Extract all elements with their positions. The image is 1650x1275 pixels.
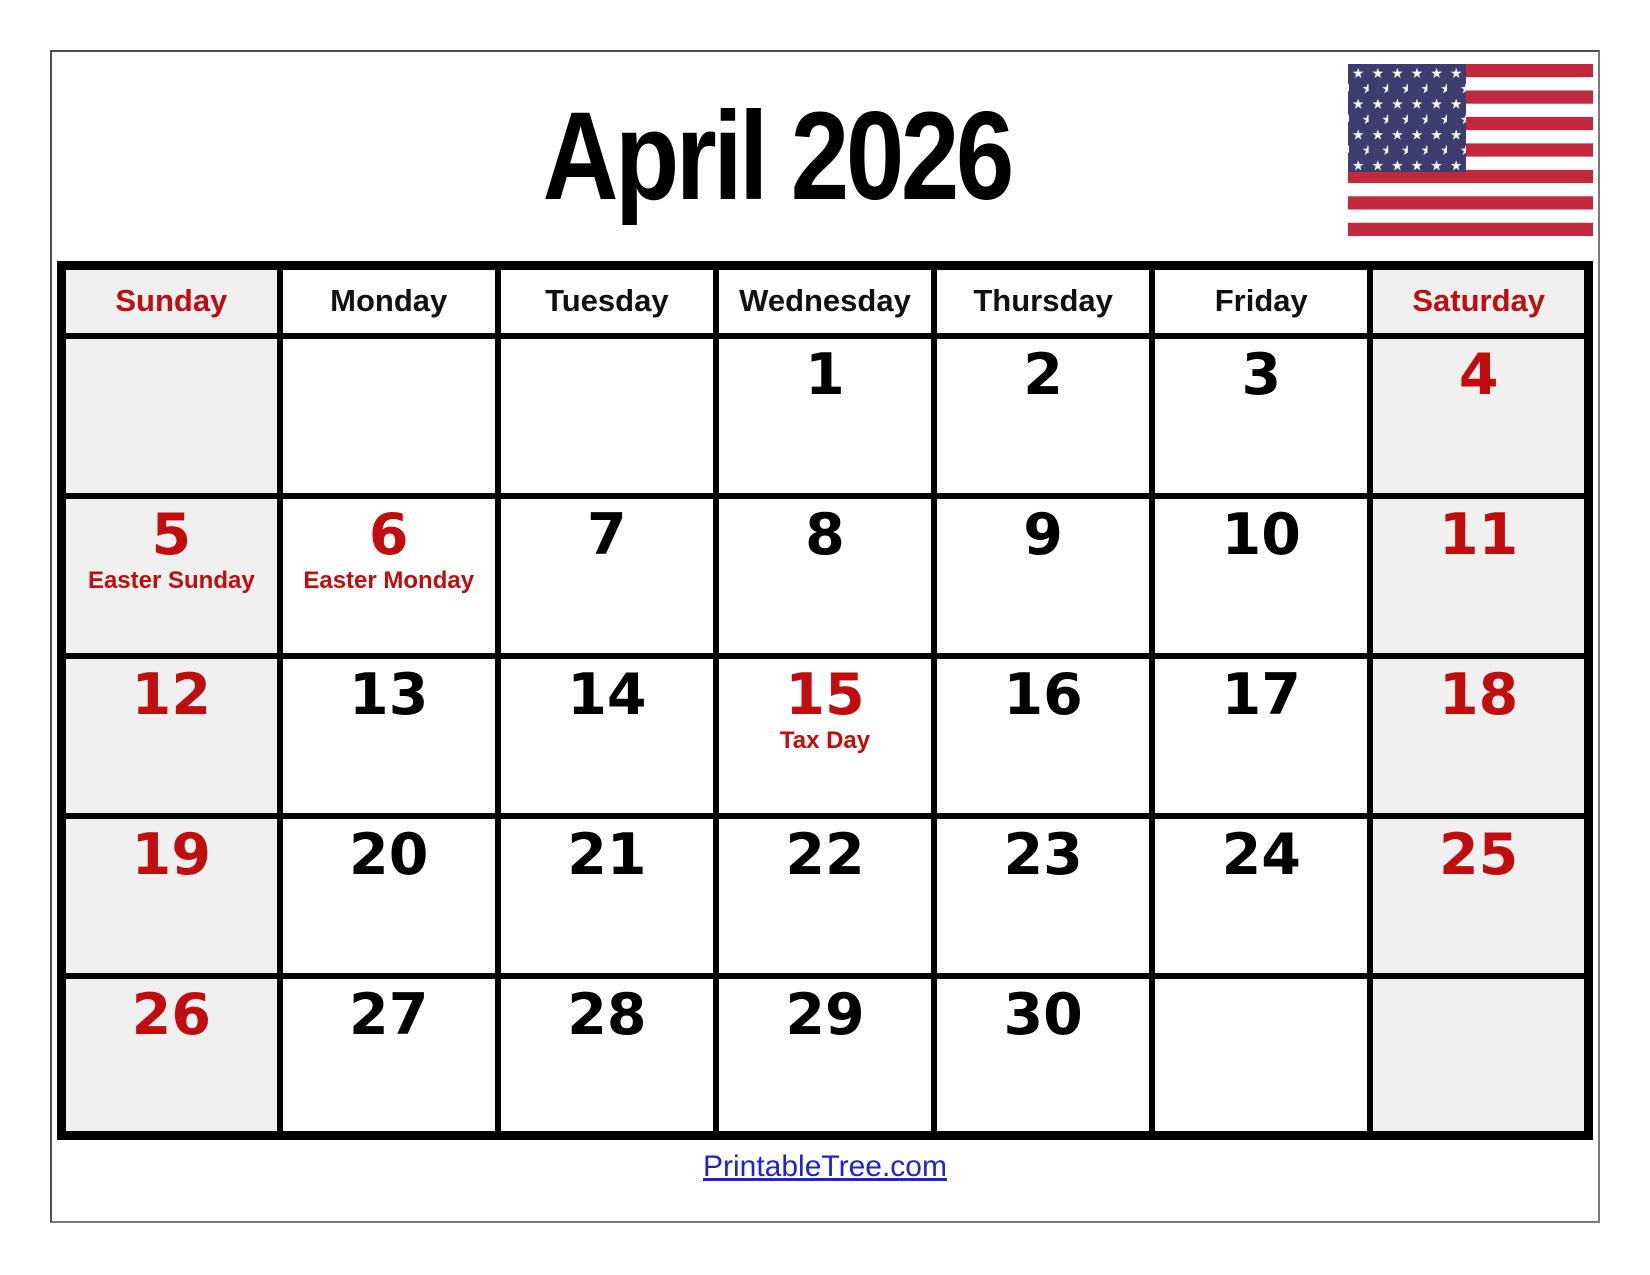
calendar-cell — [1152, 976, 1370, 1136]
day-number: 8 — [805, 501, 845, 568]
weekday-header-sunday: Sunday — [62, 266, 280, 336]
day-number: 13 — [349, 661, 429, 728]
day-number: 17 — [1221, 661, 1301, 728]
calendar-cell — [1152, 496, 1370, 656]
day-number — [1373, 979, 1584, 986]
weekday-header-monday: Monday — [280, 266, 498, 336]
day-number: 15 — [785, 661, 865, 728]
calendar-cell — [716, 336, 934, 496]
day-number: 16 — [1003, 661, 1083, 728]
calendar-cell — [934, 496, 1152, 656]
day-number: 30 — [1003, 981, 1083, 1048]
calendar-cell — [280, 816, 498, 976]
weekday-header-wednesday: Wednesday — [716, 266, 934, 336]
weekday-header-friday: Friday — [1152, 266, 1370, 336]
day-number: 22 — [785, 821, 865, 888]
calendar-cell — [498, 816, 716, 976]
day-number: 6 — [368, 501, 409, 568]
calendar-cell — [1370, 656, 1588, 816]
calendar-cell — [1370, 336, 1588, 496]
weekday-header-row — [62, 266, 1589, 336]
calendar-cell — [280, 976, 498, 1136]
weekday-header-saturday: Saturday — [1370, 266, 1588, 336]
printabletree-link[interactable]: PrintableTree.com — [703, 1150, 947, 1183]
day-number: 12 — [131, 661, 211, 728]
page-footer — [52, 1150, 1598, 1184]
day-number: 9 — [1023, 501, 1063, 568]
calendar-cell — [280, 656, 498, 816]
calendar-cell — [62, 656, 280, 816]
day-number: 3 — [1241, 341, 1282, 408]
page-header — [52, 52, 1598, 261]
page-title: April 2026 — [542, 87, 1012, 226]
calendar-cell — [498, 336, 716, 496]
calendar-cell — [716, 496, 934, 656]
calendar-cell — [1370, 496, 1588, 656]
calendar-cell — [934, 336, 1152, 496]
day-number — [66, 339, 277, 346]
week-row — [62, 816, 1589, 976]
day-number: 25 — [1439, 821, 1519, 888]
holiday-label: Easter Sunday — [87, 567, 255, 595]
day-number: 18 — [1439, 661, 1519, 728]
calendar-cell — [62, 336, 280, 496]
day-number: 28 — [567, 981, 647, 1048]
calendar-cell — [498, 496, 716, 656]
calendar-cell — [1152, 816, 1370, 976]
calendar-page — [50, 50, 1600, 1223]
calendar-cell — [62, 816, 280, 976]
day-number: 27 — [349, 981, 429, 1048]
day-number: 2 — [1023, 341, 1063, 408]
day-number: 1 — [805, 341, 845, 408]
weekday-header-tuesday: Tuesday — [498, 266, 716, 336]
day-number: 19 — [131, 821, 211, 888]
calendar-cell — [1152, 336, 1370, 496]
day-number: 20 — [349, 821, 429, 888]
calendar-cell — [1152, 656, 1370, 816]
day-number — [283, 339, 495, 346]
week-row — [62, 336, 1589, 496]
day-number: 4 — [1458, 341, 1499, 408]
calendar-cell — [716, 816, 934, 976]
calendar-grid — [57, 261, 1593, 1140]
week-row — [62, 656, 1589, 816]
us-flag-icon — [1348, 64, 1593, 236]
day-number: 10 — [1221, 501, 1301, 568]
calendar-cell — [62, 976, 280, 1136]
calendar-cell — [716, 976, 934, 1136]
calendar-cell — [498, 976, 716, 1136]
weekday-header-thursday: Thursday — [934, 266, 1152, 336]
calendar-cell — [62, 496, 280, 656]
day-number: 7 — [587, 501, 627, 568]
holiday-label: Easter Monday — [303, 567, 475, 595]
calendar-cell — [498, 656, 716, 816]
day-number: 14 — [567, 661, 647, 728]
day-number: 29 — [785, 981, 865, 1048]
day-number: 5 — [151, 501, 192, 568]
day-number: 24 — [1221, 821, 1301, 888]
calendar-cell — [280, 336, 498, 496]
day-number: 23 — [1003, 821, 1083, 888]
calendar-cell — [1370, 816, 1588, 976]
day-number: 11 — [1439, 501, 1519, 568]
day-number: 26 — [131, 981, 211, 1048]
calendar-cell — [716, 656, 934, 816]
day-number — [1155, 979, 1367, 986]
week-row — [62, 496, 1589, 656]
week-row — [62, 976, 1589, 1136]
day-number — [501, 339, 713, 346]
holiday-label: Tax Day — [779, 727, 871, 755]
calendar-cell — [934, 816, 1152, 976]
day-number: 21 — [567, 821, 647, 888]
calendar-cell — [1370, 976, 1588, 1136]
calendar-cell — [934, 976, 1152, 1136]
calendar-cell — [934, 656, 1152, 816]
calendar-cell — [280, 496, 498, 656]
